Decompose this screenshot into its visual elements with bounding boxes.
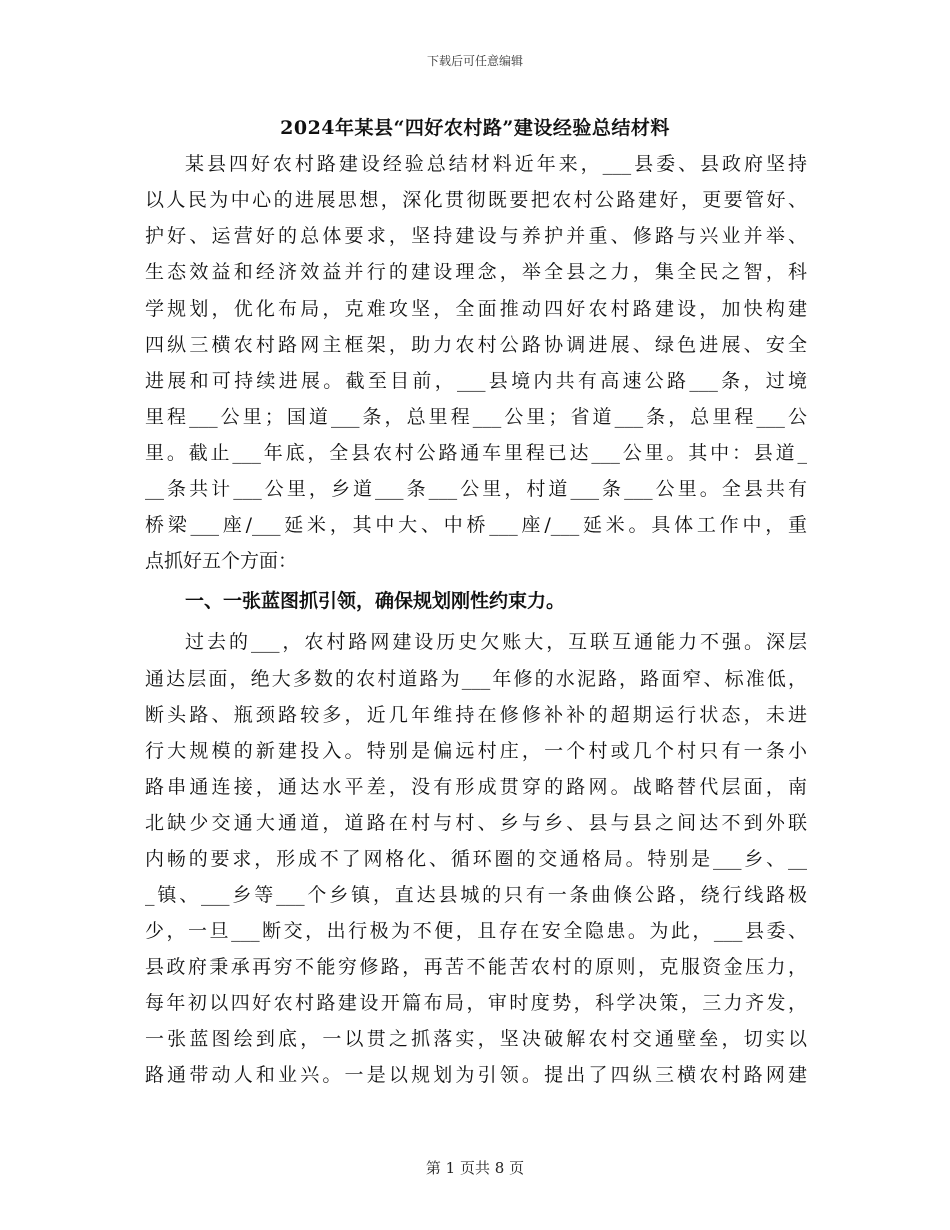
paragraph-line: 少，一旦___断交，出行极为不便，且存在安全隐患。为此，___县委、 [145, 920, 807, 942]
document-title: 2024年某县“四好农村路”建设经验总结材料 [280, 117, 670, 139]
paragraph-line: 过去的___，农村路网建设历史欠账大，互联互通能力不强。深层 [185, 631, 807, 653]
paragraph-line: 路通带动人和业兴。一是以规划为引领。提出了四纵三横农村路网建 [145, 1064, 807, 1086]
paragraph-line: 县政府秉承再穷不能穷修路，再苦不能苦农村的原则，克服资金压力， [145, 956, 807, 978]
paragraph-line: 路串通连接，通达水平差，没有形成贯穿的路网。战略替代层面，南 [145, 776, 807, 798]
paragraph-line: 里。截止___年底，全县农村公路通车里程已达___公里。其中：县道_ [145, 442, 807, 464]
paragraph-line: 护好、运营好的总体要求，坚持建设与养护并重、修路与兴业并举、 [145, 225, 807, 247]
paragraph-line: 学规划，优化布局，克难攻坚，全面推动四好农村路建设，加快构建 [145, 298, 807, 320]
paragraph-line: 内畅的要求，形成不了网格化、循环圈的交通格局。特别是___乡、__ [145, 848, 807, 870]
paragraph-line: 桥梁___座/___延米，其中大、中桥___座/___延米。具体工作中，重 [145, 514, 807, 536]
paragraph-line: 每年初以四好农村路建设开篇布局，审时度势，科学决策，三力齐发， [145, 992, 807, 1014]
page-footer: 第 1 页共 8 页 [425, 1159, 525, 1177]
paragraph-line: __条共计___公里，乡道___条___公里，村道___条___公里。全县共有 [145, 478, 807, 500]
paragraph-line: 行大规模的新建投入。特别是偏远村庄，一个村或几个村只有一条小 [145, 740, 807, 762]
paragraph-line: _镇、___乡等___个乡镇，直达县城的只有一条曲倏公路，绕行线路极 [145, 884, 807, 906]
paragraph-line: 生态效益和经济效益并行的建设理念，举全县之力，集全民之智，科 [145, 261, 807, 283]
paragraph-line: 以人民为中心的进展思想，深化贯彻既要把农村公路建好，更要管好、 [145, 189, 807, 211]
paragraph-line: 四纵三横农村路网主框架，助力农村公路协调进展、绿色进展、安全 [145, 334, 807, 356]
paragraph-line: 北缺少交通大通道，道路在村与村、乡与乡、县与县之间达不到外联 [145, 812, 807, 834]
paragraph-line: 断头路、瓶颈路较多，近几年维持在修修补补的超期运行状态，未进 [145, 704, 807, 726]
paragraph-line: 点抓好五个方面： [145, 550, 298, 572]
paragraph-line: 通达层面，绝大多数的农村道路为___年修的水泥路，路面窄、标准低， [145, 668, 807, 690]
section-heading: 一、一张蓝图抓引领，确保规划刚性约束力。 [185, 590, 566, 612]
header-note: 下载后可任意编辑 [426, 54, 523, 68]
paragraph-line: 某县四好农村路建设经验总结材料近年来，___县委、县政府坚持 [185, 153, 807, 175]
paragraph-line: 进展和可持续进展。截至目前，___县境内共有高速公路___条，过境 [145, 370, 807, 392]
paragraph-line: 一张蓝图绘到底，一以贯之抓落实，坚决破解农村交通壁垒，切实以 [145, 1028, 807, 1050]
paragraph-line: 里程___公里；国道___条，总里程___公里；省道___条，总里程___公 [145, 406, 807, 428]
